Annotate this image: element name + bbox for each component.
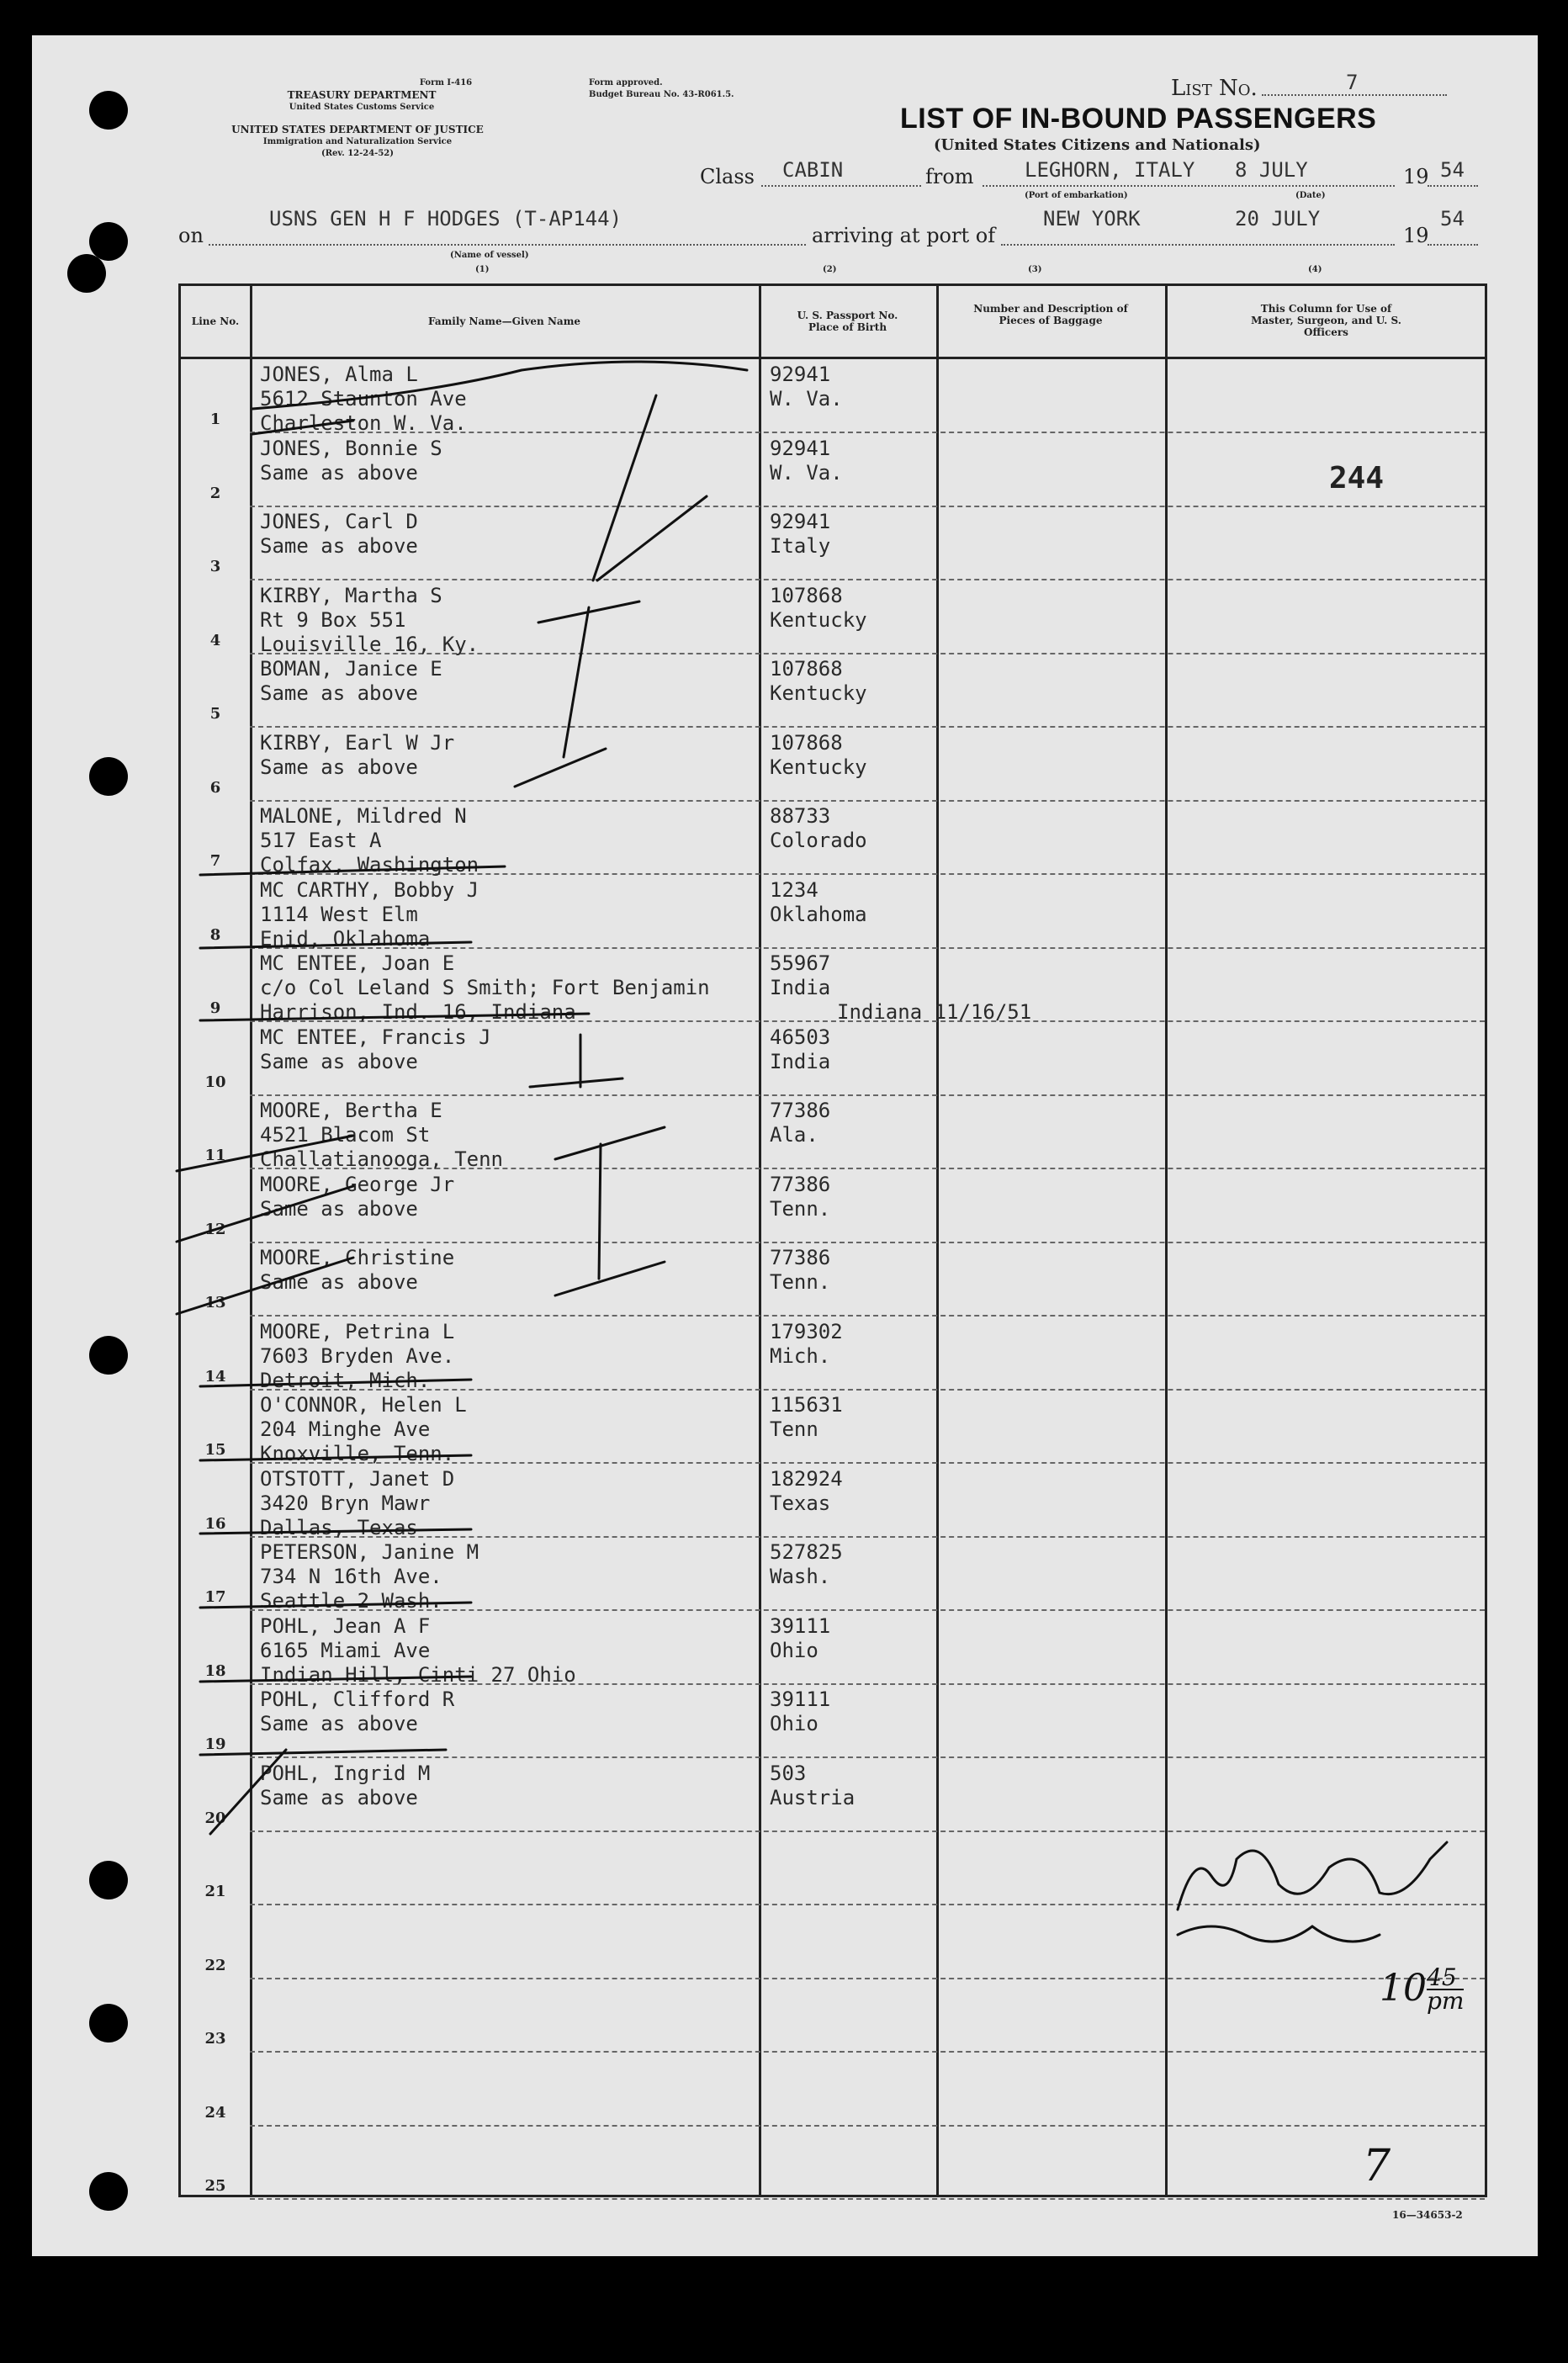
name-line: O'CONNOR, Helen L [260, 1393, 467, 1417]
line-number: 10 [204, 1073, 226, 1091]
arrival-year-prefix: 19 [1403, 224, 1429, 247]
budget-bureau: Budget Bureau No. 43-R061.5. [589, 90, 734, 99]
arrival-year: 54 [1440, 207, 1465, 230]
form-code: 16—34653-2 [1392, 2209, 1463, 2221]
punch-hole [89, 222, 128, 261]
name-line: POHL, Ingrid M [260, 1761, 431, 1785]
name-line: 6165 Miami Ave [260, 1638, 431, 1662]
passenger-name [260, 1320, 454, 1393]
passport-line: India [770, 976, 831, 999]
table-row [181, 1169, 1485, 1243]
name-line: 204 Minghe Ave [260, 1417, 431, 1441]
passport-line: 92941 [770, 510, 831, 533]
passport-line: 527825 [770, 1540, 843, 1564]
passport-birthplace [770, 804, 867, 853]
passport-line: Kentucky [770, 755, 867, 779]
passenger-name [260, 510, 418, 559]
punch-hole [89, 2172, 128, 2211]
col-header-officers: This Column for Use of Master, Surgeon, and U. S. Officers [1165, 286, 1487, 359]
passport-birthplace [770, 1687, 830, 1736]
name-line: 5612 Staunton Ave [260, 387, 467, 411]
col-ref-4: (4) [1308, 265, 1322, 274]
passport-line: 92941 [770, 436, 831, 460]
line-number: 22 [204, 1956, 226, 1974]
name-line: KIRBY, Martha S [260, 583, 442, 607]
passenger-name [260, 1025, 491, 1074]
line-number: 3 [209, 558, 221, 575]
passport-birthplace [770, 1467, 843, 1516]
name-line: JONES, Bonnie S [260, 436, 442, 460]
vessel-name: USNS GEN H F HODGES (T-AP144) [269, 207, 622, 230]
table-row [181, 1537, 1485, 1611]
line-number: 8 [209, 925, 221, 944]
name-line: 517 East A [260, 829, 382, 852]
line-number: 1 [209, 411, 221, 428]
passport-line: W. Va. [770, 387, 843, 411]
name-line: Same as above [260, 1785, 418, 1809]
table-row [181, 948, 1485, 1022]
passport-line: Austria [770, 1785, 856, 1809]
table-row [181, 1831, 1485, 1905]
line-number: 13 [204, 1294, 226, 1311]
passport-line: 77386 [770, 1099, 831, 1122]
time-annotation [1380, 1963, 1465, 2015]
passport-line: 107868 [770, 583, 843, 607]
name-line: KIRBY, Earl W Jr [260, 730, 455, 755]
table-row [181, 1758, 1485, 1832]
table-row [181, 1022, 1485, 1096]
punch-hole [89, 1336, 128, 1375]
passport-line: 77386 [770, 1172, 831, 1196]
table-row [181, 1905, 1485, 1979]
passport-line: Colorado [770, 829, 867, 852]
line-number: 15 [204, 1441, 226, 1459]
line-number: 25 [204, 2177, 226, 2195]
passport-line: Tenn. [770, 1270, 831, 1294]
passport-line: Wash. [770, 1565, 831, 1588]
list-no-label: List No. [1171, 76, 1258, 101]
passport-birthplace [770, 1614, 830, 1663]
name-line: OTSTOTT, Janet D [260, 1466, 455, 1491]
table-row [181, 1464, 1485, 1538]
passport-line: 92941 [770, 363, 831, 386]
passport-birthplace [770, 657, 867, 706]
table-row [181, 1979, 1485, 2053]
col-header-line: Line No. [181, 286, 250, 359]
embark-date: 8 JULY [1235, 158, 1308, 182]
table-row [181, 875, 1485, 949]
punch-hole [89, 2004, 128, 2042]
passport-line: Tenn [770, 1417, 818, 1441]
punch-hole [67, 254, 106, 293]
name-line: Same as above [260, 460, 418, 485]
punch-hole [89, 1861, 128, 1899]
treasury-dept: TREASURY DEPARTMENT [287, 89, 437, 101]
passport-line: 39111 [770, 1613, 831, 1638]
form-number: Form I-416 [419, 78, 473, 87]
name-line: MC CARTHY, Bobby J [260, 877, 479, 902]
arrival-date: 20 JULY [1235, 207, 1321, 230]
embark-year-prefix: 19 [1403, 165, 1429, 188]
from-label: from [925, 165, 974, 188]
line-number: 2 [209, 484, 221, 502]
name-line: Same as above [260, 534, 418, 558]
line-number: 5 [209, 705, 221, 723]
passport-line: 46503 [770, 1025, 831, 1049]
line-number: 9 [209, 999, 221, 1017]
line-number: 11 [204, 1147, 226, 1164]
passport-line: Texas [770, 1491, 831, 1515]
passport-birthplace [770, 1025, 830, 1074]
passenger-name [260, 1467, 454, 1540]
passport-line: 179302 [770, 1319, 843, 1343]
table-row [181, 433, 1485, 507]
name-line: POHL, Clifford R [260, 1687, 455, 1711]
name-line: Same as above [260, 1270, 418, 1294]
passport-birthplace [770, 731, 867, 780]
passport-birthplace [770, 510, 830, 559]
passport-line: Kentucky [770, 681, 867, 705]
passenger-name [260, 657, 442, 706]
embark-port-caption: (Port of embarkation) [1025, 191, 1128, 200]
extra-note: Indiana 11/16/51 [837, 1000, 1032, 1024]
arriving-label: arriving at port of [812, 224, 996, 247]
passport-line: India [770, 1049, 831, 1073]
passport-line: Ala. [770, 1123, 818, 1147]
line-number: 23 [204, 2030, 226, 2048]
page-title: LIST OF IN-BOUND PASSENGERS [900, 103, 1377, 135]
form-approved: Form approved. [589, 78, 663, 87]
name-line: Harrison, Ind. 16, Indiana [260, 1000, 576, 1024]
name-line: Louisville 16, Ky. [260, 632, 479, 656]
line-number: 20 [204, 1809, 226, 1827]
name-line: MOORE, Petrina L [260, 1319, 455, 1343]
passport-birthplace [770, 951, 830, 1000]
passport-line: 55967 [770, 951, 831, 975]
on-label: on [178, 224, 204, 247]
name-line: MC ENTEE, Joan E [260, 951, 455, 975]
list-no-value: 7 [1346, 71, 1359, 94]
name-line: Same as above [260, 755, 418, 779]
name-line: Rt 9 Box 551 [260, 607, 406, 632]
passport-line: Italy [770, 534, 831, 558]
table-row [181, 580, 1485, 654]
passport-line: 503 [770, 1761, 807, 1785]
line-number: 24 [204, 2103, 226, 2122]
table-row [181, 2126, 1485, 2200]
table-row [181, 1611, 1485, 1685]
name-line: PETERSON, Janine M [260, 1540, 479, 1564]
table-row [181, 654, 1485, 728]
passport-line: 88733 [770, 804, 831, 828]
passport-line: Ohio [770, 1712, 818, 1735]
table-row [181, 728, 1485, 802]
passport-line: Oklahoma [770, 902, 867, 926]
line-number: 4 [209, 631, 221, 649]
name-line: 7603 Bryden Ave. [260, 1343, 455, 1368]
passport-birthplace [770, 363, 843, 411]
passport-birthplace [770, 1320, 843, 1369]
name-line: 1114 West Elm [260, 902, 418, 926]
line-number: 12 [204, 1220, 226, 1238]
name-line: Seattle 2 Wash. [260, 1589, 442, 1613]
name-line: Detroit, Mich. [260, 1368, 431, 1392]
passenger-name [260, 731, 454, 780]
name-line: 3420 Bryn Mawr [260, 1491, 431, 1515]
passenger-name [260, 951, 710, 1025]
page-subtitle: (United States Citizens and Nationals) [934, 136, 1261, 154]
passport-line: Kentucky [770, 607, 867, 632]
name-line: MOORE, Bertha E [260, 1099, 442, 1122]
name-line: MOORE, George Jr [260, 1172, 455, 1196]
name-line: Challatianooga, Tenn [260, 1147, 503, 1171]
embark-year: 54 [1440, 158, 1465, 182]
time-hour: 10 [1380, 1967, 1427, 2010]
name-line: Colfax, Washington [260, 853, 479, 877]
justice-dept: UNITED STATES DEPARTMENT OF JUSTICE [231, 124, 484, 135]
name-line: Indian Hill, Cinti 27 Ohio [260, 1662, 576, 1687]
passenger-name [260, 584, 479, 657]
table-row [181, 2053, 1485, 2127]
line-number: 19 [204, 1735, 226, 1753]
time-suffix: pm [1427, 1987, 1465, 2015]
col-ref-3: (3) [1028, 265, 1042, 274]
line-number: 17 [204, 1588, 226, 1606]
name-line: BOMAN, Janice E [260, 657, 442, 681]
table-row [181, 1684, 1485, 1758]
passenger-name [260, 1540, 479, 1613]
customs-service: United States Customs Service [289, 103, 435, 112]
table-row [181, 1242, 1485, 1317]
embark-port: LEGHORN, ITALY [1025, 158, 1195, 182]
line-number: 7 [209, 852, 221, 870]
table-row [181, 506, 1485, 580]
passport-line: 39111 [770, 1687, 831, 1711]
name-line: JONES, Alma L [260, 363, 418, 386]
passport-line: 115631 [770, 1393, 843, 1417]
arrival-port: NEW YORK [1043, 207, 1141, 230]
revision-date: (Rev. 12-24-52) [321, 149, 394, 158]
punch-hole [89, 757, 128, 796]
name-line: Same as above [260, 1712, 418, 1735]
passenger-table [178, 283, 1487, 2197]
line-number: 21 [204, 1883, 226, 1900]
passenger-name [260, 878, 479, 951]
passport-line: 1234 [770, 877, 818, 902]
line-number: 14 [204, 1367, 226, 1385]
col-ref-2: (2) [823, 265, 837, 274]
passport-line: Tenn. [770, 1196, 831, 1221]
passport-birthplace [770, 437, 843, 485]
count-annotation: 244 [1329, 461, 1385, 495]
passport-birthplace [770, 1762, 855, 1810]
passport-birthplace [770, 1173, 830, 1221]
name-line: 734 N 16th Ave. [260, 1565, 442, 1588]
passport-line: 77386 [770, 1246, 831, 1269]
line-number: 16 [204, 1514, 226, 1533]
passport-birthplace [770, 1393, 843, 1442]
name-line: Knoxville, Tenn. [260, 1442, 455, 1465]
name-line: POHL, Jean A F [260, 1613, 431, 1638]
name-line: MOORE, Christine [260, 1246, 455, 1269]
passport-line: W. Va. [770, 460, 843, 485]
passenger-name [260, 1099, 503, 1172]
table-row [181, 801, 1485, 875]
name-line: 4521 Blacom St [260, 1123, 431, 1147]
col-header-name: Family Name—Given Name [250, 286, 759, 359]
passenger-name [260, 1393, 467, 1466]
name-line: JONES, Carl D [260, 510, 418, 533]
col-header-baggage: Number and Description of Pieces of Baggage [936, 286, 1165, 359]
passenger-name [260, 1246, 454, 1295]
passport-birthplace [770, 1540, 843, 1589]
ins-service: Immigration and Naturalization Service [262, 137, 453, 146]
passport-birthplace [770, 878, 867, 927]
line-number: 6 [209, 778, 221, 797]
passport-line: Mich. [770, 1343, 831, 1368]
name-line: Same as above [260, 1049, 418, 1073]
passport-line: 182924 [770, 1466, 843, 1491]
passenger-name [260, 1762, 430, 1810]
table-row [181, 1390, 1485, 1464]
name-line: MC ENTEE, Francis J [260, 1025, 491, 1049]
passenger-name [260, 804, 479, 877]
table-row [181, 1095, 1485, 1169]
class-value: CABIN [782, 158, 844, 182]
name-line: Same as above [260, 1196, 418, 1221]
punch-hole [89, 91, 128, 130]
line-number: 18 [204, 1661, 226, 1680]
class-label: Class [700, 165, 755, 188]
passenger-name [260, 437, 442, 485]
passenger-name [260, 363, 467, 436]
passenger-name [260, 1687, 454, 1736]
col-ref-1: (1) [475, 265, 490, 274]
passport-line: Ohio [770, 1638, 818, 1662]
name-line: Same as above [260, 681, 418, 705]
name-line: Enid, Oklahoma [260, 926, 431, 951]
table-row [181, 1317, 1485, 1391]
passenger-name [260, 1173, 454, 1221]
name-line: c/o Col Leland S Smith; Fort Benjamin [260, 976, 710, 999]
passport-line: 107868 [770, 730, 843, 755]
name-line: Dallas, Texas [260, 1515, 418, 1539]
passport-birthplace [770, 584, 867, 633]
vessel-caption: (Name of vessel) [450, 251, 529, 260]
passport-line: 107868 [770, 657, 843, 681]
passport-birthplace [770, 1099, 830, 1147]
time-minutes: 45 [1427, 1967, 1464, 1990]
name-line: Charleston W. Va. [260, 411, 467, 435]
bottom-mark: 7 [1363, 2141, 1391, 2191]
date-caption: (Date) [1295, 191, 1326, 200]
passenger-name [260, 1614, 576, 1687]
table-row [181, 359, 1485, 433]
passport-birthplace [770, 1246, 830, 1295]
col-header-passport: U. S. Passport No. Place of Birth [759, 286, 936, 359]
name-line: MALONE, Mildred N [260, 804, 467, 828]
